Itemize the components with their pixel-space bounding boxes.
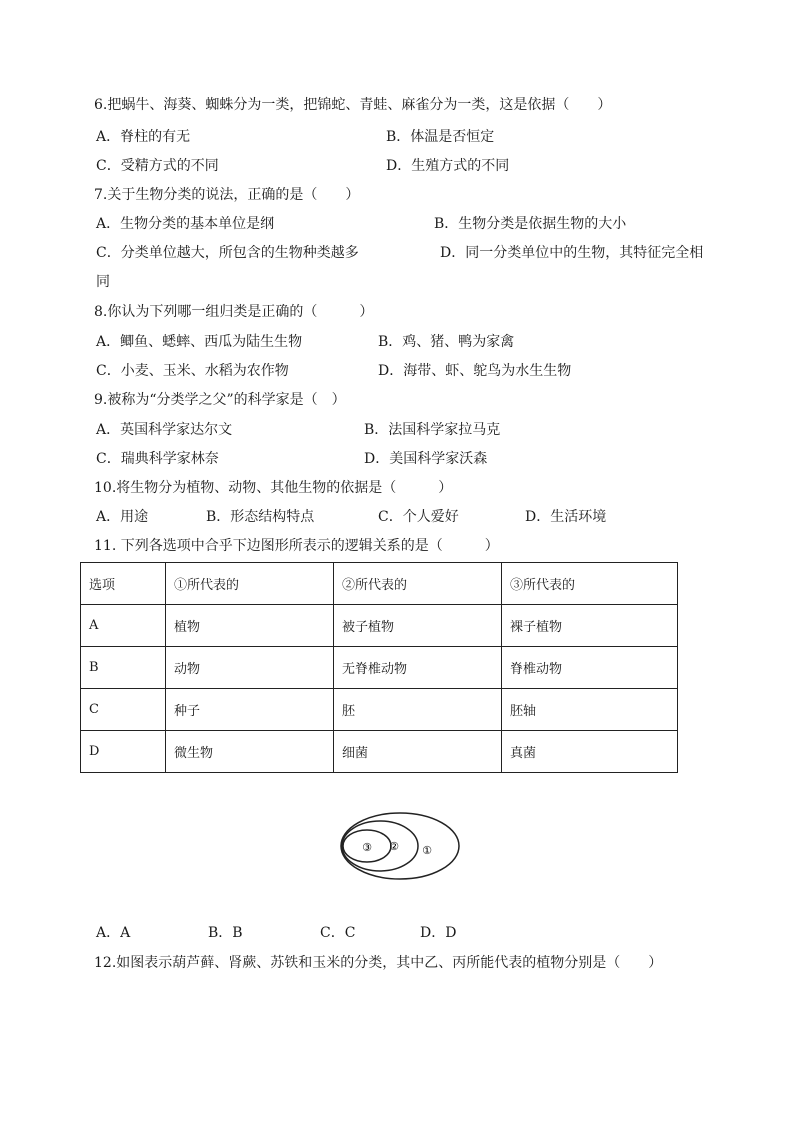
q7-option-d: D．同一分类单位中的生物，其特征完全相 (440, 245, 704, 261)
table-cell: 真菌 (502, 731, 678, 773)
q6-option-d: D．生殖方式的不同 (386, 158, 510, 174)
table-cell: 胚 (334, 689, 502, 731)
q6-option-c: C．受精方式的不同 (96, 158, 219, 174)
label-circled-two: ② (389, 840, 399, 853)
q7-option-d-continued: 同 (96, 274, 110, 290)
q10-option-c: C．个人爱好 (378, 509, 459, 525)
table-row (81, 647, 678, 689)
table-header-cell: ①所代表的 (166, 563, 334, 605)
q9-option-b: B．法国科学家拉马克 (364, 422, 501, 438)
q6-option-b: B．体温是否恒定 (386, 129, 495, 145)
table-cell: D (81, 731, 166, 773)
q10-option-a: A．用途 (96, 509, 149, 525)
outer-ellipse (341, 813, 459, 879)
q7-option-c: C．分类单位越大，所包含的生物种类越多 (96, 245, 359, 261)
table-row (81, 605, 678, 647)
question-11-stem: 11. 下列各选项中合乎下边图形所表示的逻辑关系的是（ ） (94, 538, 499, 554)
table-cell: A (81, 605, 166, 647)
q8-option-d: D．海带、虾、鸵鸟为水生生物 (378, 363, 572, 379)
question-7-stem: 7.关于生物分类的说法，正确的是（ ） (94, 187, 360, 203)
question-12-stem: 12.如图表示葫芦藓、肾蕨、苏铁和玉米的分类，其中乙、丙所能代表的植物分别是（ ） (94, 955, 663, 971)
q7-option-a: A．生物分类的基本单位是纲 (96, 216, 275, 232)
table-cell: 动物 (166, 647, 334, 689)
q11-option-c: C．C (320, 925, 356, 941)
table-cell: 种子 (166, 689, 334, 731)
table-cell: 胚轴 (502, 689, 678, 731)
q9-option-c: C．瑞典科学家林奈 (96, 451, 219, 467)
q10-option-b: B．形态结构特点 (206, 509, 315, 525)
q7-option-b: B．生物分类是依据生物的大小 (434, 216, 627, 232)
question-9-stem: 9.被称为“分类学之父”的科学家是（ ） (94, 392, 346, 408)
q8-option-a: A．鲫鱼、蟋蟀、西瓜为陆生生物 (96, 334, 303, 350)
table-header-cell: 选项 (81, 563, 166, 605)
q10-option-d: D．生活环境 (525, 509, 607, 525)
question-10-stem: 10.将生物分为植物、动物、其他生物的依据是（ ） (94, 480, 453, 496)
table-header-cell: ③所代表的 (502, 563, 678, 605)
q11-option-a: A．A (96, 925, 131, 941)
table-cell: 植物 (166, 605, 334, 647)
middle-ellipse (342, 821, 418, 871)
q8-option-c: C．小麦、玉米、水稻为农作物 (96, 363, 289, 379)
table-cell: 无脊椎动物 (334, 647, 502, 689)
nested-ellipse-figure (338, 810, 468, 882)
q11-table (80, 562, 678, 773)
table-row (81, 689, 678, 731)
table-row (81, 731, 678, 773)
table-cell: 细菌 (334, 731, 502, 773)
label-circled-one: ① (422, 844, 432, 857)
table-cell: 裸子植物 (502, 605, 678, 647)
q6-option-a: A．脊柱的有无 (96, 129, 191, 145)
q9-option-d: D．美国科学家沃森 (364, 451, 488, 467)
question-8-stem: 8.你认为下列哪一组归类是正确的（ ） (94, 304, 374, 320)
table-cell: 被子植物 (334, 605, 502, 647)
table-header-row (81, 563, 678, 605)
q11-option-d: D．D (420, 925, 457, 941)
table-cell: C (81, 689, 166, 731)
table-cell: B (81, 647, 166, 689)
table-header-cell: ②所代表的 (334, 563, 502, 605)
label-circled-three: ③ (362, 841, 372, 854)
q8-option-b: B．鸡、猪、鸭为家禽 (378, 334, 515, 350)
q11-option-b: B．B (208, 925, 243, 941)
table-cell: 微生物 (166, 731, 334, 773)
question-6-stem: 6.把蜗牛、海葵、蜘蛛分为一类，把锦蛇、青蛙、麻雀分为一类，这是依据（ ） (94, 97, 612, 113)
table-cell: 脊椎动物 (502, 647, 678, 689)
q9-option-a: A．英国科学家达尔文 (96, 422, 233, 438)
